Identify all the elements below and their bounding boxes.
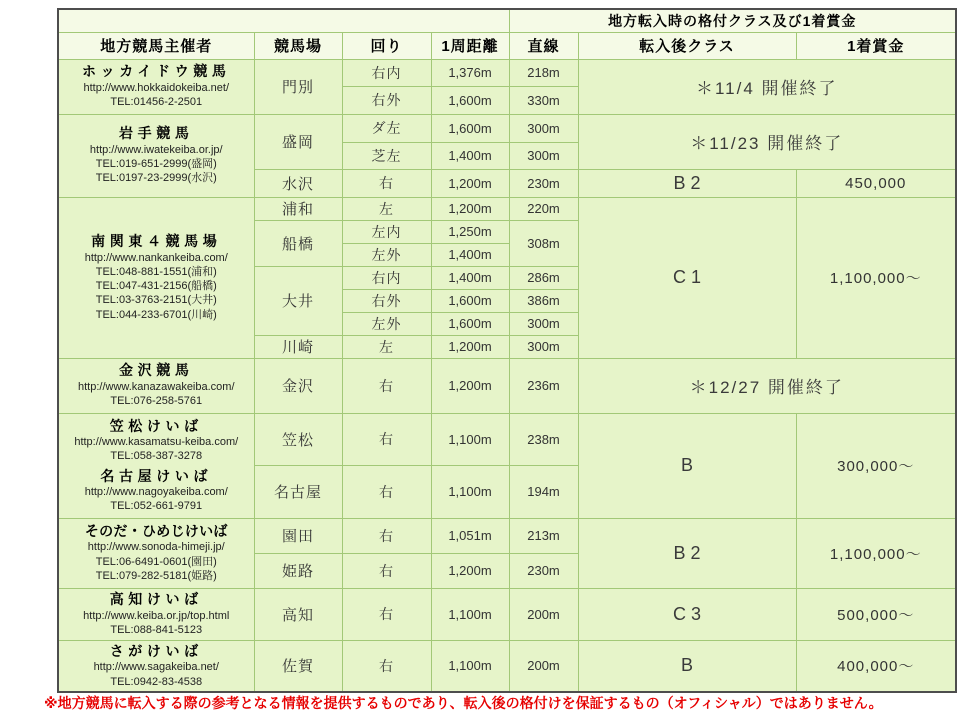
organizer-name: 金沢競馬 [119, 362, 194, 379]
lap-cell: 1,400m [431, 142, 509, 169]
organizer-name: 名古屋けいば [100, 467, 213, 484]
column-header-turn: 回り [342, 32, 431, 59]
straight-cell: 236m [509, 358, 578, 413]
organizer-tel: TEL:079-282-5181(姫路) [95, 570, 217, 583]
organizer-tel: TEL:01456-2-2501 [110, 96, 203, 109]
prize-cell: 450,000 [796, 169, 956, 197]
turn-cell: 左内 [342, 220, 431, 243]
organizer-name: さがけいば [109, 642, 203, 659]
lap-cell: 1,600m [431, 312, 509, 335]
straight-cell: 218m [509, 59, 578, 86]
organizer-cell [58, 114, 254, 197]
status-cell: ＊11/23 開催終了 [578, 114, 956, 169]
organizer-cell [58, 358, 254, 413]
top-left-blank-cell [58, 9, 509, 32]
turn-cell: 芝左 [342, 142, 431, 169]
turn-cell: 左外 [342, 312, 431, 335]
column-header-lap: 1周距離 [431, 32, 509, 59]
lap-cell: 1,200m [431, 335, 509, 358]
organizer-name: 南関東４競馬場 [91, 233, 222, 249]
prize-cell: 300,000～ [796, 413, 956, 518]
turn-cell: 左外 [342, 243, 431, 266]
organizer-url: http://www.kanazawakeiba.com/ [77, 380, 235, 393]
course-cell: 大井 [254, 266, 342, 335]
organizer-tel: TEL:03-3763-2151(大井) [95, 294, 217, 307]
organizer-url: http://www.hokkaidokeiba.net/ [83, 81, 230, 94]
organizer-name: そのだ・ひめじけいば [84, 522, 228, 539]
organizer-url: http://www.kasamatsu-keiba.com/ [74, 436, 239, 448]
organizer-url: http://www.iwatekeiba.or.jp/ [89, 143, 223, 156]
course-cell: 浦和 [254, 197, 342, 220]
organizer-url: http://www.sonoda-himeji.jp/ [87, 541, 225, 554]
organizer-tel: TEL:076-258-5761 [110, 395, 203, 408]
lap-cell: 1,250m [431, 220, 509, 243]
lap-cell: 1,200m [431, 553, 509, 588]
lap-cell: 1,200m [431, 169, 509, 197]
organizer-name: 高知けいば [109, 591, 203, 608]
course-cell: 名古屋 [254, 466, 342, 519]
turn-cell: 右 [342, 169, 431, 197]
lap-cell: 1,400m [431, 266, 509, 289]
turn-cell: 右 [342, 466, 431, 519]
organizer-tel: TEL:019-651-2999(盛岡) [95, 158, 217, 171]
turn-cell: 右外 [342, 289, 431, 312]
class-cell: C3 [578, 588, 796, 640]
straight-cell: 238m [509, 413, 578, 466]
organizer-tel: TEL:088-841-5123 [110, 623, 203, 636]
course-cell: 門別 [254, 59, 342, 114]
straight-cell: 200m [509, 640, 578, 692]
organizer-cell [58, 59, 254, 114]
organizer-name: 岩手競馬 [119, 125, 194, 142]
status-cell: ＊12/27 開催終了 [578, 358, 956, 413]
column-header-prize: 1着賞金 [796, 32, 956, 59]
turn-cell: 右 [342, 518, 431, 553]
turn-cell: 左 [342, 197, 431, 220]
straight-cell: 230m [509, 553, 578, 588]
column-header-organizer: 地方競馬主催者 [58, 32, 254, 59]
lap-cell: 1,600m [431, 86, 509, 114]
straight-cell: 213m [509, 518, 578, 553]
turn-cell: 右 [342, 640, 431, 692]
lap-cell: 1,100m [431, 588, 509, 640]
organizer-cell [58, 588, 254, 640]
span-header: 地方転入時の格付クラス及び1着賞金 [509, 9, 956, 32]
straight-cell: 300m [509, 312, 578, 335]
straight-cell: 300m [509, 142, 578, 169]
course-cell: 船橋 [254, 220, 342, 266]
turn-cell: 右 [342, 553, 431, 588]
organizer-tel: TEL:047-431-2156(船橋) [95, 280, 217, 293]
straight-cell: 300m [509, 114, 578, 142]
class-cell: C1 [578, 197, 796, 358]
turn-cell: 右外 [342, 86, 431, 114]
straight-cell: 194m [509, 466, 578, 519]
straight-cell: 200m [509, 588, 578, 640]
organizer-tel: TEL:0942-83-4538 [110, 675, 203, 688]
lap-cell: 1,600m [431, 289, 509, 312]
turn-cell: ダ左 [342, 114, 431, 142]
straight-cell: 386m [509, 289, 578, 312]
lap-cell: 1,600m [431, 114, 509, 142]
lap-cell: 1,100m [431, 640, 509, 692]
lap-cell: 1,200m [431, 358, 509, 413]
organizer-cell [58, 197, 254, 358]
organizer-name: ホッカイドウ競馬 [81, 63, 231, 80]
organizer-cell [58, 518, 254, 588]
lap-cell: 1,100m [431, 466, 509, 519]
organizer-tel: TEL:052-661-9791 [110, 500, 203, 513]
column-header-straight: 直線 [509, 32, 578, 59]
organizer-tel: TEL:044-233-6701(川崎) [95, 308, 217, 321]
organizer-tel: TEL:06-6491-0601(園田) [95, 555, 217, 568]
course-cell: 佐賀 [254, 640, 342, 692]
organizer-name: 笠松けいば [109, 417, 203, 434]
organizer-tel: TEL:058-387-3278 [110, 450, 203, 463]
lap-cell: 1,051m [431, 518, 509, 553]
straight-cell: 330m [509, 86, 578, 114]
straight-cell: 300m [509, 335, 578, 358]
lap-cell: 1,376m [431, 59, 509, 86]
footnote: ※地方競馬に転入する際の参考となる情報を提供するものであり、転入後の格付けを保証するもの（オフィシャル）ではありません。 [44, 695, 883, 711]
organizer-url: http://www.nankankeiba.com/ [84, 251, 228, 264]
course-cell: 水沢 [254, 169, 342, 197]
organizer-url: http://www.keiba.or.jp/top.html [83, 609, 230, 622]
course-cell: 姫路 [254, 553, 342, 588]
organizer-tel: TEL:0197-23-2999(水沢) [95, 172, 217, 185]
course-cell: 笠松 [254, 413, 342, 466]
course-cell: 金沢 [254, 358, 342, 413]
column-header-class: 転入後クラス [578, 32, 796, 59]
straight-cell: 230m [509, 169, 578, 197]
turn-cell: 右内 [342, 266, 431, 289]
course-cell: 高知 [254, 588, 342, 640]
organizer-cell [58, 640, 254, 692]
organizer-url: http://www.sagakeiba.net/ [93, 661, 219, 674]
prize-cell: 1,100,000～ [796, 197, 956, 358]
turn-cell: 右 [342, 413, 431, 466]
turn-cell: 左 [342, 335, 431, 358]
column-header-course: 競馬場 [254, 32, 342, 59]
turn-cell: 右内 [342, 59, 431, 86]
straight-cell: 220m [509, 197, 578, 220]
status-cell: ＊11/4 開催終了 [578, 59, 956, 114]
prize-cell: 1,100,000～ [796, 518, 956, 588]
lap-cell: 1,400m [431, 243, 509, 266]
organizer-tel: TEL:048-881-1551(浦和) [95, 265, 217, 278]
prize-cell: 500,000～ [796, 588, 956, 640]
course-cell: 園田 [254, 518, 342, 553]
class-cell: B [578, 413, 796, 518]
organizer-cell [58, 413, 254, 518]
course-cell: 川崎 [254, 335, 342, 358]
straight-cell: 286m [509, 266, 578, 289]
straight-cell: 308m [509, 220, 578, 266]
turn-cell: 右 [342, 588, 431, 640]
class-cell: B2 [578, 169, 796, 197]
class-cell: B [578, 640, 796, 692]
organizer-url: http://www.nagoyakeiba.com/ [84, 486, 228, 499]
lap-cell: 1,200m [431, 197, 509, 220]
class-cell: B2 [578, 518, 796, 588]
prize-cell: 400,000～ [796, 640, 956, 692]
course-cell: 盛岡 [254, 114, 342, 169]
local-racing-table [57, 8, 957, 693]
lap-cell: 1,100m [431, 413, 509, 466]
turn-cell: 右 [342, 358, 431, 413]
